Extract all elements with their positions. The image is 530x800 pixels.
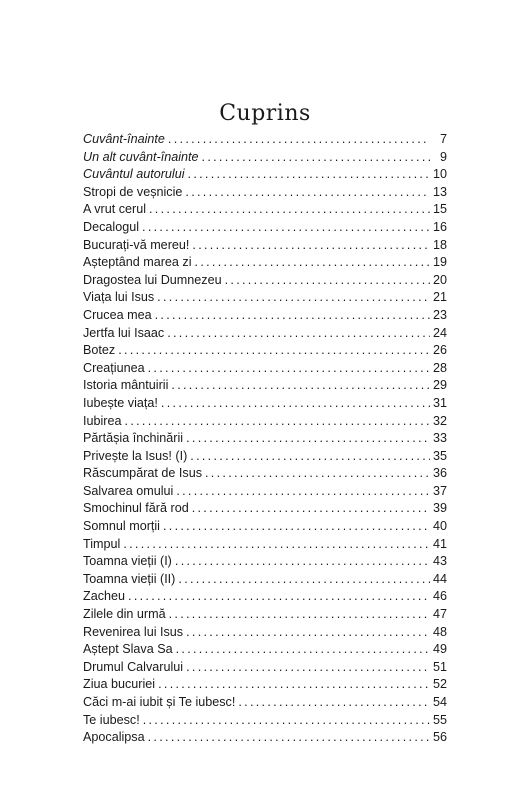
dot-leader	[192, 500, 430, 518]
toc-entry	[83, 413, 447, 431]
toc-entry-page-number: 31	[432, 395, 447, 410]
dot-leader	[185, 184, 430, 202]
toc-entry-title: Privește la Isus! (I)	[83, 448, 188, 463]
toc-entry-title: Zilele din urmă	[83, 607, 166, 622]
dot-leader	[202, 149, 430, 167]
dot-leader	[125, 413, 430, 431]
toc-entry	[83, 289, 447, 307]
toc-entry-title: Cuvântul autorului	[83, 167, 185, 182]
dot-leader	[167, 325, 430, 343]
toc-entry-title: Smochinul fără rod	[83, 501, 189, 516]
toc-entry-page-number: 54	[432, 695, 447, 709]
toc-entry	[83, 219, 447, 237]
toc-entry	[83, 641, 447, 659]
toc-entry-title: Toamna vieții (II)	[83, 571, 176, 586]
toc-entry-page-number: 39	[432, 501, 447, 516]
dot-leader	[148, 360, 430, 378]
toc-entry	[83, 325, 447, 343]
toc-entry-page-number: 44	[432, 571, 447, 586]
toc-entry-page-number: 36	[432, 466, 447, 481]
toc-entry-page-number: 29	[432, 378, 447, 393]
toc-entry	[83, 272, 447, 290]
dot-leader	[195, 254, 430, 272]
toc-entry	[83, 588, 447, 606]
dot-leader	[225, 272, 430, 290]
toc-entry-page-number: 10	[432, 167, 447, 182]
toc-entry-page-number: 19	[432, 255, 447, 270]
toc-entry	[83, 694, 447, 712]
toc-entry-title: A vrut cerul	[83, 202, 146, 217]
dot-leader	[186, 659, 430, 677]
toc-entry	[83, 254, 447, 272]
toc-entry-title: Te iubesc!	[83, 712, 140, 727]
toc-entry-page-number: 33	[432, 431, 447, 446]
toc-entry-title: Cuvânt-înainte	[83, 132, 165, 146]
toc-entry-title: Așteptând marea zi	[83, 255, 192, 270]
dot-leader	[148, 729, 430, 747]
toc-entry	[83, 536, 447, 554]
toc-entry-page-number: 21	[432, 290, 447, 305]
toc-entry-page-number: 28	[432, 360, 447, 375]
toc-entry-page-number: 24	[432, 325, 447, 340]
toc-entry-page-number: 16	[432, 219, 447, 234]
dot-leader	[190, 448, 430, 466]
dot-leader	[186, 624, 430, 642]
dot-leader	[175, 553, 430, 571]
toc-entry-title: Apocalipsa	[83, 730, 145, 745]
toc-entry	[83, 166, 447, 184]
toc-entry	[83, 377, 447, 395]
toc-entry	[83, 483, 447, 501]
dot-leader	[123, 536, 430, 554]
toc-entry-page-number: 9	[439, 149, 447, 164]
toc-entry-page-number: 18	[432, 237, 447, 252]
toc-entry-title: Crucea mea	[83, 307, 152, 322]
toc-entry-page-number: 20	[432, 272, 447, 287]
dot-leader	[163, 518, 430, 536]
toc-entry-title: Toamna vieții (I)	[83, 554, 172, 569]
toc-entry-page-number: 37	[432, 483, 447, 498]
toc-entry-title: Bucurați-vă mereu!	[83, 237, 190, 252]
toc-entry-title: Viața lui Isus	[83, 290, 155, 305]
toc-entry-title: Somnul morții	[83, 519, 160, 534]
toc-entry	[83, 448, 447, 466]
toc-entry-title: Drumul Calvarului	[83, 659, 184, 674]
toc-entry-page-number: 56	[432, 730, 447, 745]
dot-leader	[155, 307, 430, 325]
toc-entry	[83, 201, 447, 219]
dot-leader	[176, 483, 430, 501]
toc-entry	[83, 430, 447, 448]
dot-leader	[168, 131, 430, 149]
toc-entry-title: Creațiunea	[83, 360, 145, 375]
toc-entry	[83, 624, 447, 642]
toc-entry-title: Revenirea lui Isus	[83, 624, 184, 639]
dot-leader	[169, 606, 430, 624]
toc-entry-page-number: 48	[432, 624, 447, 639]
toc-entry-title: Părtășia închinării	[83, 431, 184, 446]
dot-leader	[118, 342, 430, 360]
toc-entry-title: Ziua bucuriei	[83, 677, 156, 692]
toc-entry-title: Aștept Slava Sa	[83, 642, 173, 657]
toc-entry-title: Istoria mântuirii	[83, 378, 169, 393]
toc-entry-page-number: 7	[439, 132, 447, 146]
toc-entry	[83, 395, 447, 413]
toc-entry	[83, 676, 447, 694]
toc-entry	[83, 500, 447, 518]
toc-entry-title: Căci m-ai iubit și Te iubesc!	[83, 695, 236, 709]
dot-leader	[142, 219, 430, 237]
toc-entry-page-number: 40	[432, 519, 447, 534]
dot-leader	[238, 694, 430, 712]
dot-leader	[143, 712, 430, 730]
toc-entry-title: Jertfa lui Isaac	[83, 325, 165, 340]
toc-entry-title: Dragostea lui Dumnezeu	[83, 272, 222, 287]
toc-entry-page-number: 51	[432, 659, 447, 674]
dot-leader	[149, 201, 430, 219]
toc-entry	[83, 729, 447, 747]
dot-leader	[158, 676, 430, 694]
toc-entry	[83, 606, 447, 624]
toc-entry-page-number: 26	[432, 343, 447, 358]
toc-entry-page-number: 35	[432, 448, 447, 463]
toc-entry-page-number: 32	[432, 413, 447, 428]
toc-entry	[83, 237, 447, 255]
table-of-contents	[83, 131, 447, 747]
toc-entry-page-number: 47	[432, 607, 447, 622]
toc-entry-title: Un alt cuvânt-înainte	[83, 149, 199, 164]
toc-entry	[83, 307, 447, 325]
dot-leader	[157, 289, 430, 307]
dot-leader	[128, 588, 430, 606]
toc-entry-page-number: 52	[432, 677, 447, 692]
toc-entry-title: Decalogul	[83, 219, 140, 234]
toc-entry	[83, 342, 447, 360]
toc-entry	[83, 360, 447, 378]
toc-entry	[83, 131, 447, 149]
toc-entry	[83, 571, 447, 589]
toc-entry-title: Botez	[83, 343, 116, 358]
toc-entry-page-number: 43	[432, 554, 447, 569]
dot-leader	[171, 377, 430, 395]
dot-leader	[176, 641, 430, 659]
toc-entry-title: Salvarea omului	[83, 483, 174, 498]
toc-entry-page-number: 13	[432, 184, 447, 199]
dot-leader	[161, 395, 430, 413]
page-title: Cuprins	[219, 100, 311, 126]
toc-entry-title: Stropi de veșnicie	[83, 184, 183, 199]
dot-leader	[186, 430, 430, 448]
toc-entry	[83, 712, 447, 730]
toc-entry	[83, 659, 447, 677]
toc-entry-page-number: 46	[432, 589, 447, 604]
toc-entry	[83, 149, 447, 167]
toc-entry-title: Iubește viața!	[83, 395, 158, 410]
toc-entry-page-number: 55	[432, 712, 447, 727]
toc-entry	[83, 184, 447, 202]
toc-entry-title: Răscumpărat de Isus	[83, 466, 202, 481]
toc-entry	[83, 465, 447, 483]
dot-leader	[205, 465, 430, 483]
toc-entry-page-number: 49	[432, 642, 447, 657]
dot-leader	[188, 166, 430, 184]
toc-entry-page-number: 23	[432, 307, 447, 322]
toc-entry-title: Timpul	[83, 536, 121, 551]
toc-entry-page-number: 41	[432, 536, 447, 551]
dot-leader	[178, 571, 430, 589]
toc-entry-title: Zacheu	[83, 589, 126, 604]
toc-entry	[83, 553, 447, 571]
toc-entry-title: Iubirea	[83, 413, 122, 428]
toc-entry-page-number: 15	[432, 202, 447, 217]
toc-entry	[83, 518, 447, 536]
dot-leader	[192, 237, 430, 255]
